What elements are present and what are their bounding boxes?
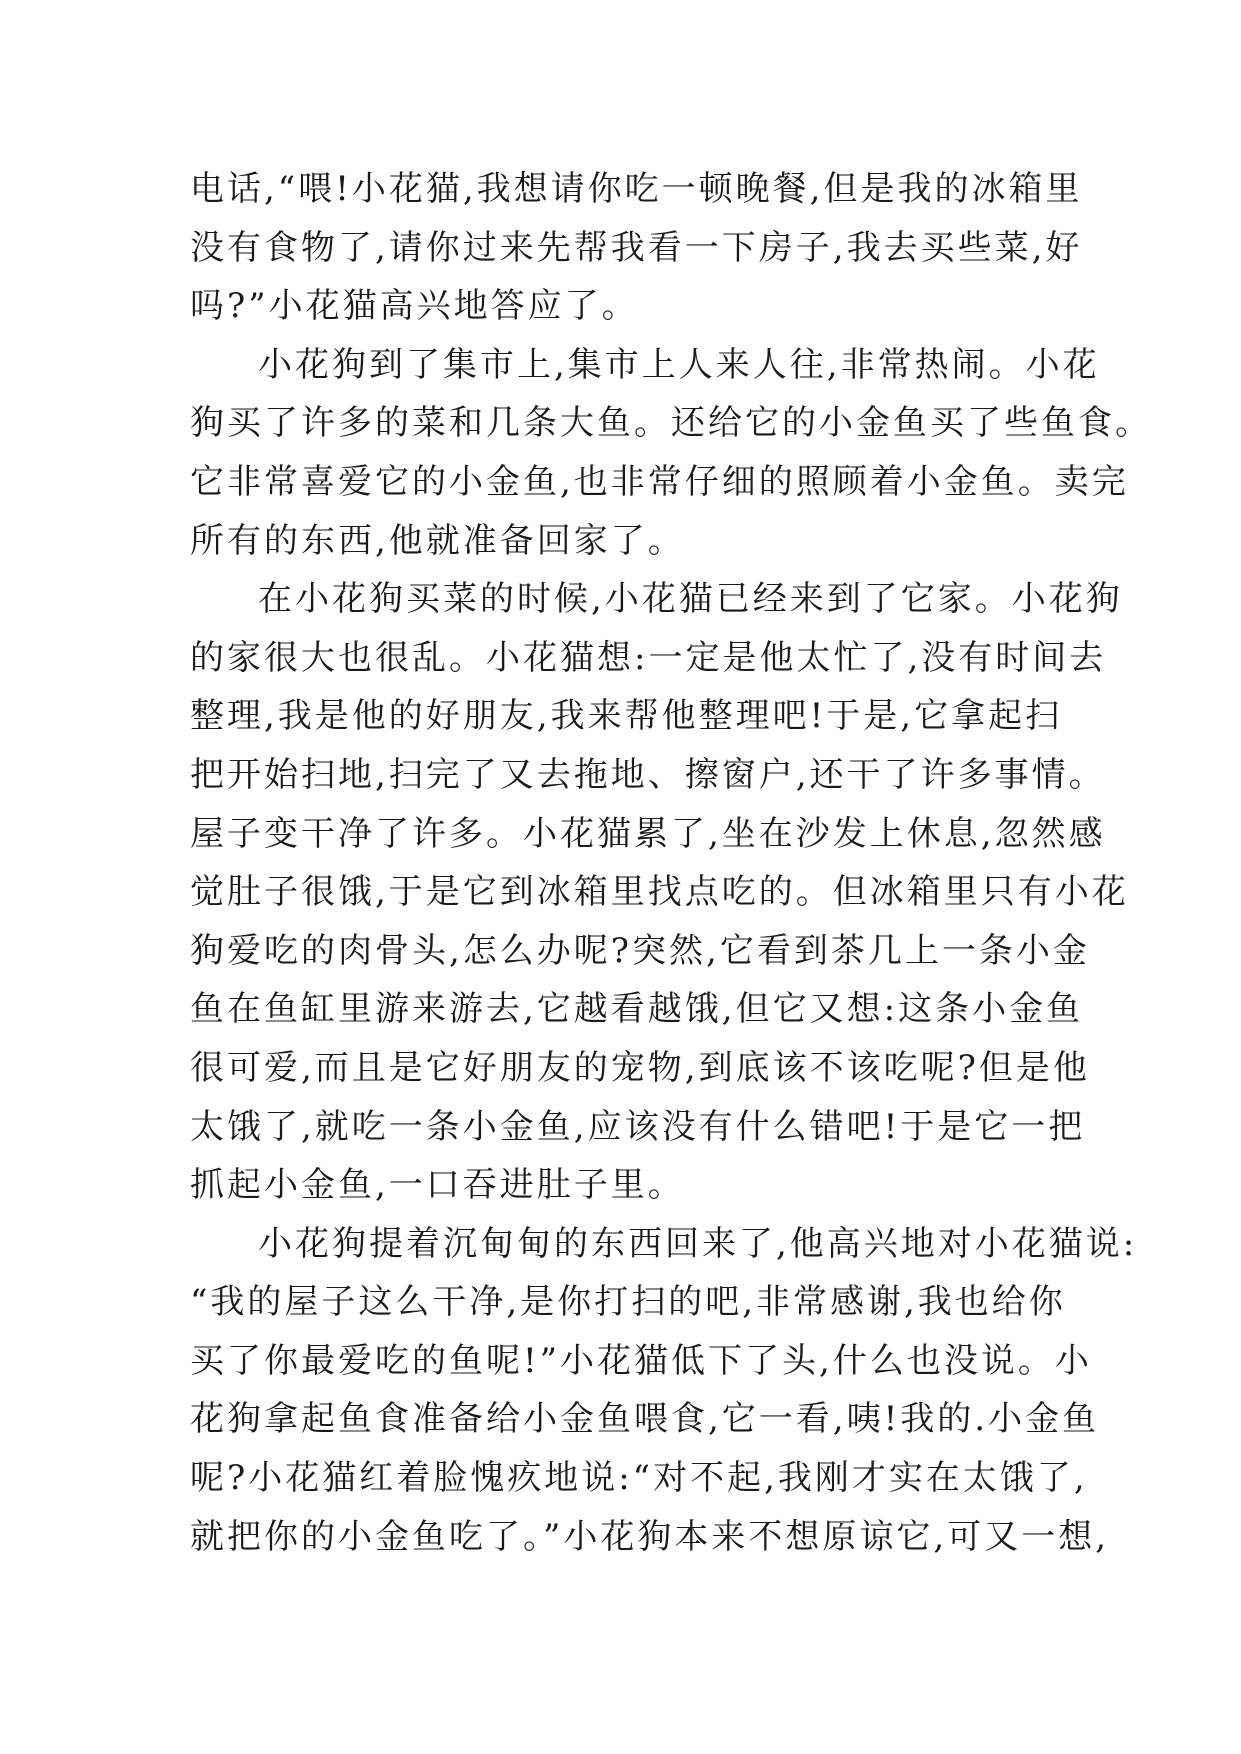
text-line: 鱼在鱼缸里游来游去,它越看越饿,但它又想:这条小金鱼 [190,989,1084,1030]
text-line: 吗?”小花猫高兴地答应了。 [190,286,639,327]
text-line: 的家很大也很乱。小花猫想:一定是他太忙了,没有时间去 [190,637,1107,678]
text-line: 觉肚子很饿,于是它到冰箱里找点吃的。但冰箱里只有小花 [190,872,1129,913]
text-line: 整理,我是他的好朋友,我来帮他整理吧!于是,它拿起扫 [190,696,1063,737]
text-line: 狗爱吃的肉骨头,怎么办呢?突然,它看到茶几上一条小金 [190,930,1090,971]
text-line: 很可爱,而且是它好朋友的宠物,到底该不该吃呢?但是他 [190,1047,1090,1088]
text-line: 所有的东西,他就准备回家了。 [190,520,685,561]
paragraph-3 [190,570,1129,1215]
text-line: 它非常喜爱它的小金鱼,也非常仔细的照顾着小金鱼。卖完 [190,461,1129,502]
text-line: 把开始扫地,扫完了又去拖地、擦窗户,还干了许多事情。 [190,754,1106,795]
text-line: 买了你最爱吃的鱼呢!”小花猫低下了头,什么也没说。小 [190,1340,1092,1381]
text-line: 屋子变干净了许多。小花猫累了,坐在沙发上休息,忽然感 [190,813,1106,854]
text-line: 花狗拿起鱼食准备给小金鱼喂食,它一看,咦!我的.小金鱼 [190,1399,1100,1440]
paragraph-4 [190,1215,1138,1567]
text-line: 狗买了许多的菜和几条大鱼。还给它的小金鱼买了些鱼食。 [190,403,1152,444]
text-line: “我的屋子这么干净,是你打扫的吧,非常感谢,我也给你 [190,1282,1066,1323]
text-line: 太饿了,就吃一条小金鱼,应该没有什么错吧!于是它一把 [190,1106,1086,1147]
text-line: 小花狗提着沉甸甸的东西回来了,他高兴地对小花猫说: [258,1223,1138,1264]
text-line: 在小花狗买菜的时候,小花猫已经来到了它家。小花狗 [258,579,1123,620]
text-line: 没有食物了,请你过来先帮我看一下房子,我去买些菜,好 [190,227,1083,268]
paragraph-1 [190,160,1083,336]
text-line: 小花狗到了集市上,集市上人来人往,非常热闹。小花 [258,344,1100,385]
text-line: 呢?小花猫红着脸愧疚地说:“对不起,我刚才实在太饿了, [190,1458,1088,1499]
text-line: 就把你的小金鱼吃了。”小花狗本来不想原谅它,可又一想, [190,1516,1109,1557]
paragraph-2 [190,336,1152,570]
story-text [190,160,1152,1566]
text-line: 电话,“喂!小花猫,我想请你吃一顿晚餐,但是我的冰箱里 [190,169,1083,209]
text-line: 抓起小金鱼,一口吞进肚子里。 [190,1165,685,1206]
